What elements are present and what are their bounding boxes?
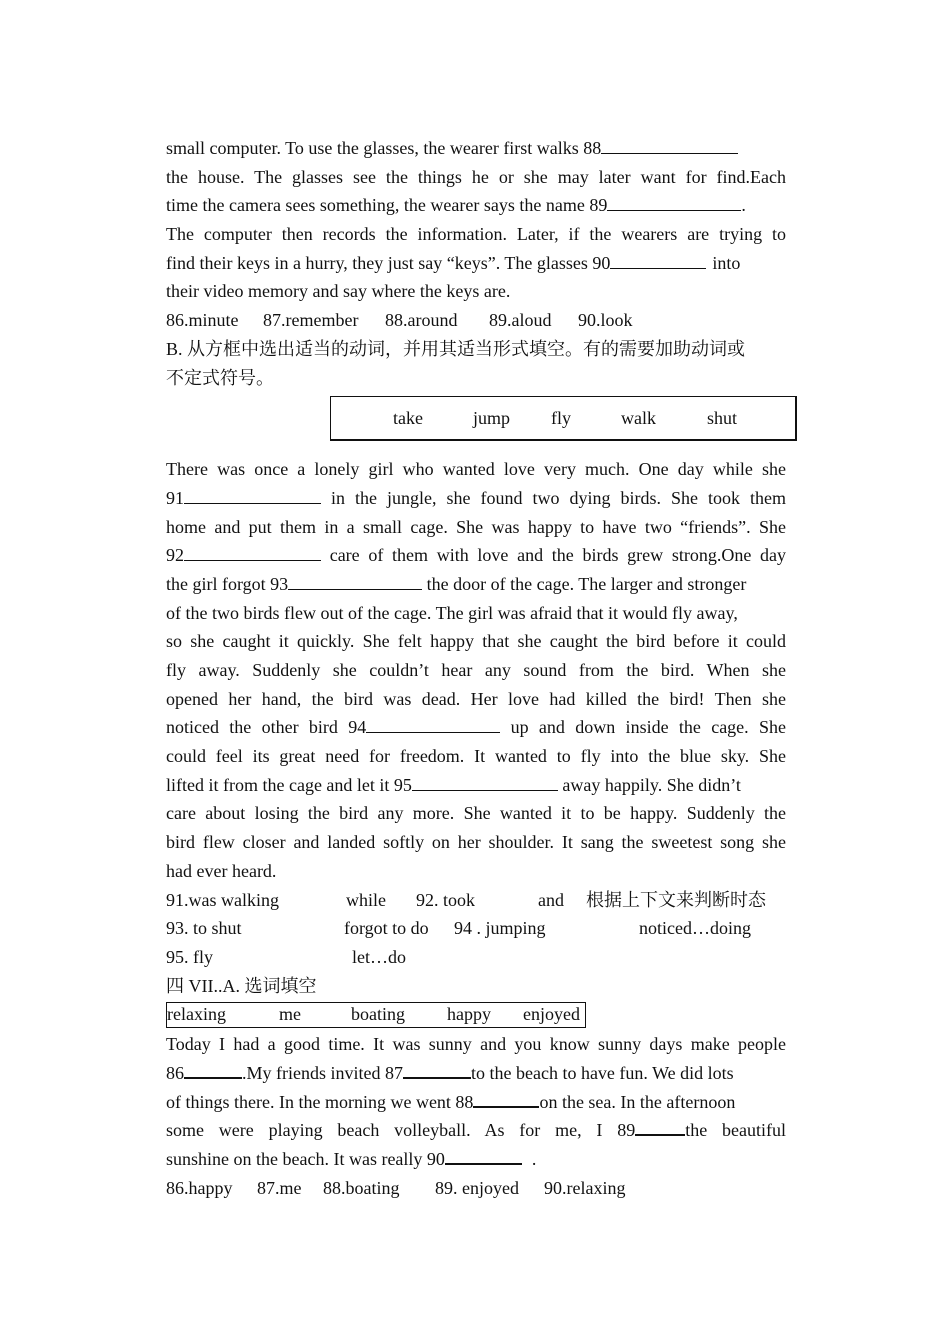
passage-a-line-6: their video memory and say where the keys are. <box>166 281 511 302</box>
passage-b-line-15: had ever heard. <box>166 860 277 881</box>
section-b-instruction-1: B. 从方框中选出适当的动词，并用其适当形式填空。有的需要加助动词或 <box>166 338 746 359</box>
blank-c-90 <box>445 1145 522 1165</box>
blank-c-89 <box>635 1116 685 1136</box>
passage-b-line-8: fly away. Suddenly she couldn’t hear any sound from the bird. When she <box>166 660 786 680</box>
passage-b-line-12: lifted it from the cage and let it 95 away happily. She didn’t <box>166 771 786 800</box>
blank-91 <box>184 485 321 504</box>
blank-90 <box>610 250 706 269</box>
blank-93 <box>288 571 422 590</box>
passage-b-line-14: bird flew closer and landed softly on her shoulder. It sang the sweetest song she <box>166 832 786 853</box>
blank-c-87 <box>403 1059 471 1079</box>
blank-c-86 <box>184 1059 242 1079</box>
document-page <box>166 134 786 1202</box>
passage-b-line-7: so she caught it quickly. She felt happy that she caught the bird before it could <box>166 631 786 652</box>
word-box-b: take jump fly walk shut <box>330 396 797 441</box>
passage-c-line-1: Today I had a good time. It was sunny and you know sunny days make people <box>166 1034 786 1055</box>
passage-b-line-1: There was once a lonely girl who wanted love very much. One day while she <box>166 459 786 480</box>
passage-b-line-10: noticed the other bird 94 up and down inside the cage. She <box>166 713 786 742</box>
passage-c-line-3: of things there. In the morning we went 88 on the sea. In the afternoon <box>166 1088 786 1117</box>
answers-b-row-3: 95. fly let…do <box>166 946 406 967</box>
passage-c-line-4: some were playing beach volleyball. As for me, I 89 the beautiful <box>166 1116 786 1145</box>
passage-c-line-2: 86 .My friends invited 87 to the beach to have fun. We did lots <box>166 1059 786 1088</box>
answers-a: 86.minute 87.remember 88.around 89.aloud 90.look <box>166 310 633 331</box>
word-box-c: relaxing me boating happy enjoyed <box>166 1002 586 1028</box>
passage-b-line-4: 92 care of them with love and the birds grew strong.One day <box>166 541 786 570</box>
passage-a-line-2: the house. The glasses see the things he or she may later want for find.Each <box>166 166 786 187</box>
passage-b-line-3: home and put them in a small cage. She was happy to have two “friends”. She <box>166 516 786 537</box>
passage-b-line-5: the girl forgot 93 the door of the cage. The larger and stronger <box>166 570 786 599</box>
blank-c-88 <box>473 1088 539 1108</box>
passage-b-line-11: could feel its great need for freedom. It wanted to fly into the blue sky. She <box>166 746 786 767</box>
passage-b-line-9: opened her hand, the bird was dead. Her love had killed the bird! Then she <box>166 688 786 709</box>
blank-92 <box>184 542 321 561</box>
section-c-title: 四 VII..A. 选词填空 <box>166 975 317 996</box>
blank-95 <box>412 772 558 791</box>
passage-a-line-5: find their keys in a hurry, they just say “keys”. The glasses 90 into <box>166 249 786 278</box>
section-b-instruction-2: 不定式符号。 <box>166 367 274 388</box>
passage-a-line-1: small computer. To use the glasses, the wearer first walks 88 <box>166 134 786 163</box>
passage-a-line-3: time the camera sees something, the wearer says the name 89 . <box>166 191 786 220</box>
answers-c: 86.happy 87.me 88.boating 89. enjoyed 90.relaxing <box>166 1177 626 1198</box>
answers-b-row-1: 91.was walking while 92. took and 根据上下文来判断时态 <box>166 889 766 910</box>
blank-94 <box>366 714 500 733</box>
passage-b-line-6: of the two birds flew out of the cage. The girl was afraid that it would fly away, <box>166 602 738 623</box>
passage-c-line-5: sunshine on the beach. It was really 90 . <box>166 1145 786 1174</box>
blank-88 <box>601 135 738 154</box>
passage-b-line-2: 91 in the jungle, she found two dying birds. She took them <box>166 484 786 513</box>
passage-b-line-13: care about losing the bird any more. She wanted it to be happy. Suddenly the <box>166 803 786 824</box>
answers-b-row-2: 93. to shut forgot to do 94 . jumping noticed…doing <box>166 918 751 939</box>
blank-89 <box>607 192 741 211</box>
passage-a-line-4: The computer then records the information. Later, if the wearers are trying to <box>166 224 786 245</box>
